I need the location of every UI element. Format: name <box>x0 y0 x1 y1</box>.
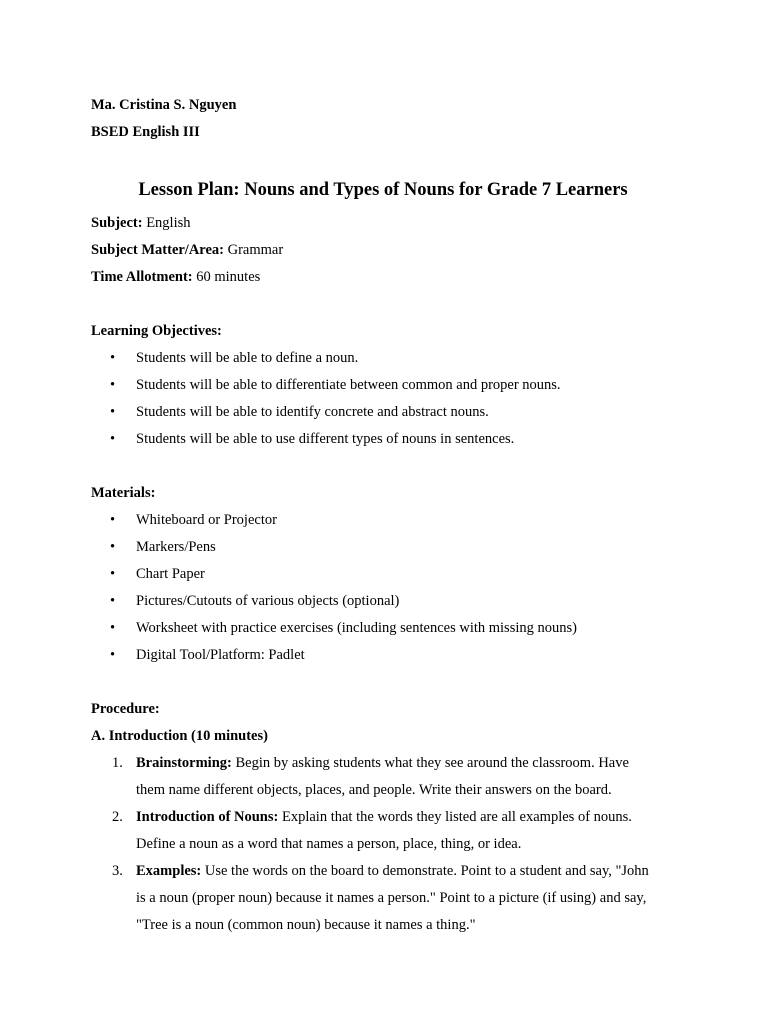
step-text: Begin by asking students what they see around the classroom. Have <box>231 755 629 771</box>
list-item-text: Students will be able to differentiate between common and proper nouns. <box>136 377 561 393</box>
step-term: Introduction of Nouns: <box>136 809 279 825</box>
bullet-icon: • <box>110 593 116 609</box>
step-line: them name different objects, places, and people. Write their answers on the board. <box>136 782 612 798</box>
list-item <box>91 426 681 453</box>
step-text: Use the words on the board to demonstrate. Point to a student and say, "John <box>201 863 649 879</box>
list-item <box>91 507 681 534</box>
materials-section <box>91 480 681 669</box>
list-item-text: Pictures/Cutouts of various objects (optional) <box>136 593 400 609</box>
info-value: English <box>146 215 191 231</box>
document-page <box>91 92 681 939</box>
info-subject <box>91 210 681 237</box>
list-item-text: Chart Paper <box>136 566 205 582</box>
document-title: Lesson Plan: Nouns and Types of Nouns for Grade 7 Learners <box>138 180 628 200</box>
list-item <box>91 642 681 669</box>
list-item-text: Digital Tool/Platform: Padlet <box>136 647 305 663</box>
list-item-text: Students will be able to use different types of nouns in sentences. <box>136 431 515 447</box>
info-label: Subject: <box>91 215 143 231</box>
bullet-icon: • <box>110 512 116 528</box>
step-line <box>136 858 681 885</box>
list-item-text: Whiteboard or Projector <box>136 512 277 528</box>
list-item <box>91 615 681 642</box>
info-subject-matter <box>91 237 681 264</box>
step-line <box>136 750 681 777</box>
list-item <box>91 588 681 615</box>
bullet-icon: • <box>110 404 116 420</box>
lesson-info <box>91 210 681 291</box>
course-name: BSED English III <box>91 124 200 140</box>
step-line: "Tree is a noun (common noun) because it names a thing." <box>136 917 476 933</box>
bullet-icon: • <box>110 620 116 636</box>
bullet-icon: • <box>110 539 116 555</box>
list-item <box>91 534 681 561</box>
list-item-text: Worksheet with practice exercises (including sentences with missing nouns) <box>136 620 577 636</box>
info-label: Time Allotment: <box>91 269 193 285</box>
materials-heading: Materials: <box>91 485 156 501</box>
procedure-step <box>91 804 681 858</box>
info-time-allotment <box>91 264 681 291</box>
info-value: 60 minutes <box>196 269 261 285</box>
step-number: 1. <box>112 755 123 771</box>
step-number: 3. <box>112 863 123 879</box>
list-item <box>91 345 681 372</box>
list-item <box>91 372 681 399</box>
author-name: Ma. Cristina S. Nguyen <box>91 97 237 113</box>
step-term: Brainstorming: <box>136 755 232 771</box>
step-line: Define a noun as a word that names a person, place, thing, or idea. <box>136 836 522 852</box>
list-item-text: Students will be able to define a noun. <box>136 350 359 366</box>
info-value: Grammar <box>227 242 284 258</box>
step-line <box>136 804 681 831</box>
objectives-section <box>91 318 681 453</box>
info-label: Subject Matter/Area: <box>91 242 224 258</box>
materials-list <box>91 507 681 669</box>
procedure-subheading: A. Introduction (10 minutes) <box>91 728 268 744</box>
objectives-heading: Learning Objectives: <box>91 323 222 339</box>
step-number: 2. <box>112 809 123 825</box>
bullet-icon: • <box>110 647 116 663</box>
list-item <box>91 399 681 426</box>
bullet-icon: • <box>110 377 116 393</box>
procedure-heading: Procedure: <box>91 701 160 717</box>
bullet-icon: • <box>110 566 116 582</box>
procedure-section <box>91 696 681 939</box>
procedure-step <box>91 750 681 804</box>
step-term: Examples: <box>136 863 202 879</box>
procedure-step <box>91 858 681 939</box>
procedure-steps <box>91 750 681 939</box>
bullet-icon: • <box>110 431 116 447</box>
objectives-list <box>91 345 681 453</box>
list-item-text: Students will be able to identify concrete and abstract nouns. <box>136 404 489 420</box>
list-item <box>91 561 681 588</box>
step-line: is a noun (proper noun) because it names a person." Point to a picture (if using) and say, <box>136 890 647 906</box>
list-item-text: Markers/Pens <box>136 539 216 555</box>
step-text: Explain that the words they listed are all examples of nouns. <box>278 809 632 825</box>
bullet-icon: • <box>110 350 116 366</box>
